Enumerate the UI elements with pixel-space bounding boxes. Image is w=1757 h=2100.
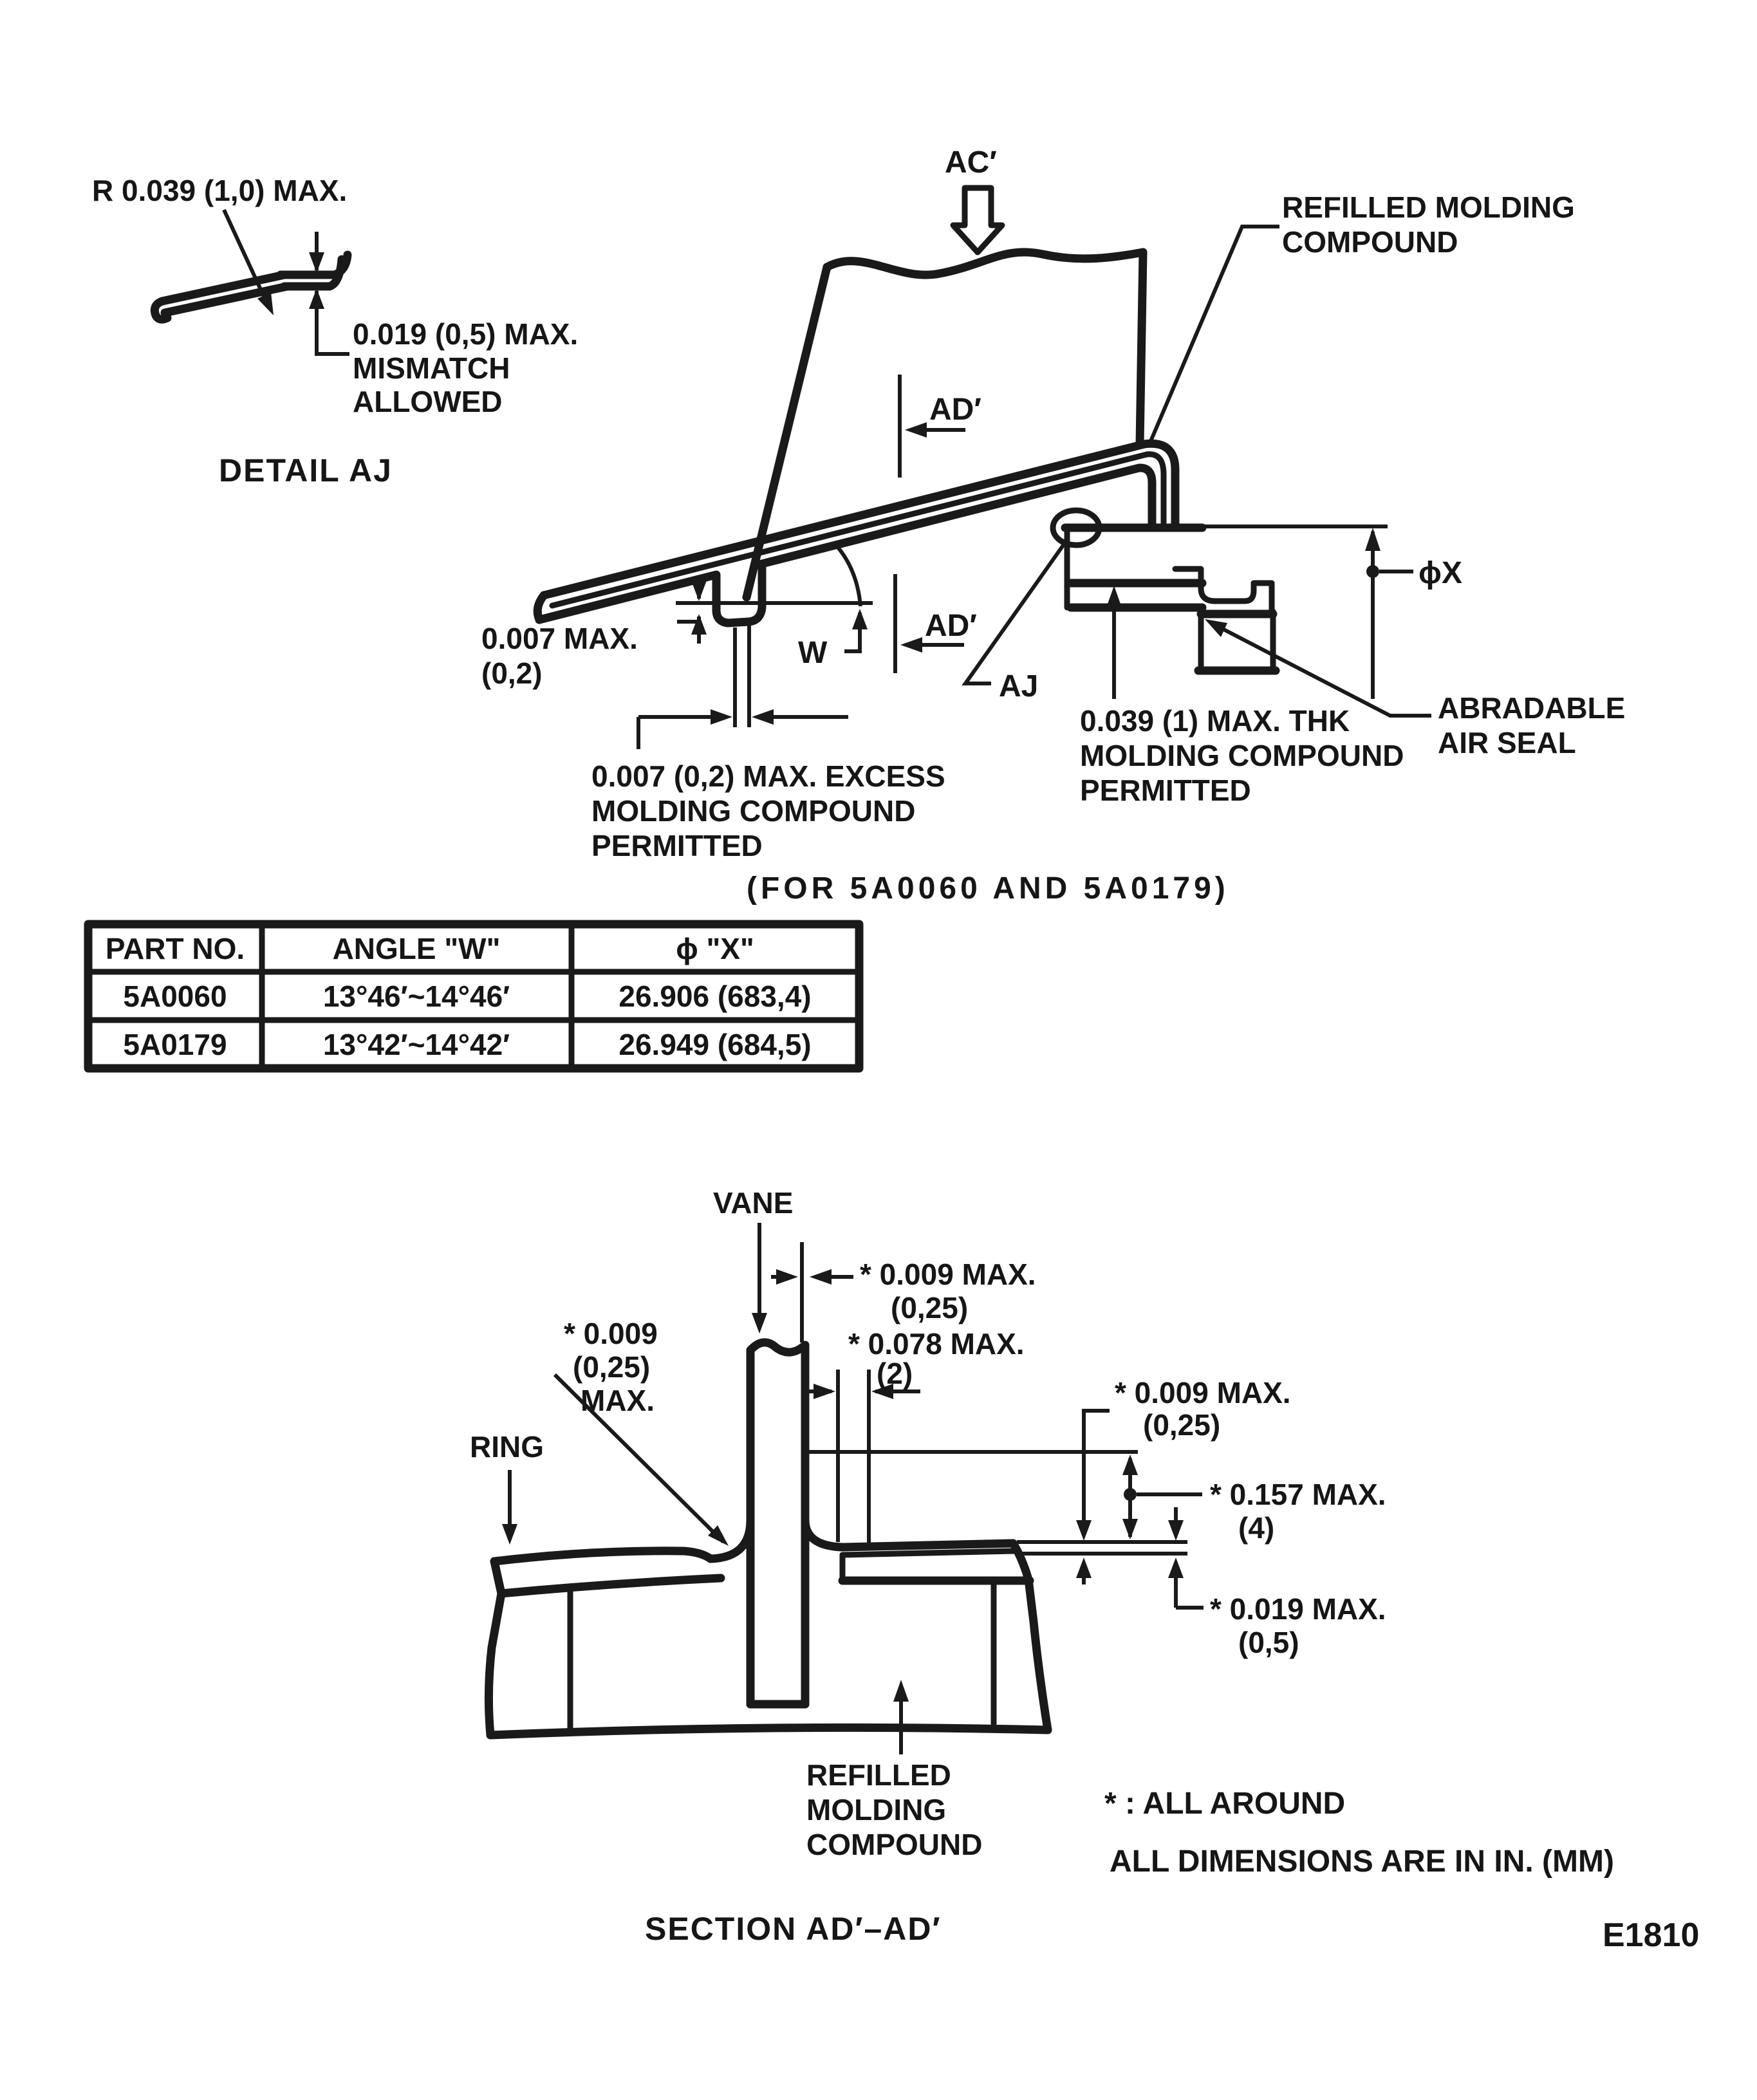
step-up-arrowhead bbox=[1168, 1557, 1184, 1578]
lip-upper-arrowhead bbox=[691, 581, 707, 601]
cell-angle-2: 13°42′~14°42′ bbox=[322, 1028, 510, 1061]
all-around-note: * : ALL AROUND bbox=[1104, 1787, 1346, 1821]
dia-leader-dot bbox=[1366, 565, 1379, 578]
excess-note-line3: PERMITTED bbox=[591, 829, 763, 862]
part-table bbox=[88, 924, 859, 1068]
gap-note-line1: 0.007 MAX. bbox=[481, 622, 638, 655]
right-gap-note-line2: (0,25) bbox=[1143, 1408, 1221, 1442]
vane-arrowhead bbox=[752, 1313, 767, 1333]
top-gap-arrowhead-left bbox=[776, 1269, 798, 1285]
excess-arrowhead-right bbox=[752, 709, 774, 725]
right-gap-bracket bbox=[1084, 1411, 1110, 1536]
ring-left-broken-edge bbox=[488, 1594, 501, 1735]
cell-part-no-2: 5A0179 bbox=[123, 1028, 227, 1061]
step-note-line1: * 0.019 MAX. bbox=[1210, 1592, 1386, 1626]
refilled-leader bbox=[1149, 227, 1279, 444]
detail-aj-ref-label: AJ bbox=[999, 669, 1039, 703]
detail-aj-title: DETAIL AJ bbox=[219, 452, 393, 488]
refilled-label-line1: REFILLED bbox=[806, 1758, 951, 1792]
table-header-dia-x: ϕ "X" bbox=[676, 932, 754, 965]
dia-label: ϕX bbox=[1418, 556, 1462, 590]
section-label-top: AD′ bbox=[929, 393, 981, 427]
refilled-label-line2: COMPOUND bbox=[1282, 225, 1458, 259]
width-arrowhead-left bbox=[813, 1384, 835, 1399]
seal-label-line1: ABRADABLE bbox=[1438, 691, 1626, 725]
cell-dia-2: 26.949 (684,5) bbox=[618, 1028, 812, 1061]
gap-note-line2: (0,2) bbox=[481, 656, 543, 690]
section-title: SECTION AD′–AD′ bbox=[645, 1911, 942, 1947]
ring-left-end-face bbox=[494, 1561, 501, 1594]
excess-arrowhead-left bbox=[711, 709, 732, 725]
depth-down-arrowhead bbox=[1122, 1519, 1138, 1539]
depth-leader-dot bbox=[1124, 1488, 1137, 1501]
vane-broken-top bbox=[750, 1343, 805, 1352]
cell-dia-1: 26.906 (683,4) bbox=[618, 980, 812, 1013]
ring-right-broken-edge bbox=[1028, 1579, 1048, 1730]
surface-extension-lines bbox=[1017, 1542, 1187, 1554]
refilled-label-line2: MOLDING bbox=[806, 1793, 947, 1826]
excess-note-line1: 0.007 (0,2) MAX. EXCESS bbox=[591, 759, 945, 793]
band-outer-top-edge bbox=[544, 443, 1175, 595]
left-fillet-note-line1: * 0.009 bbox=[564, 1317, 658, 1350]
figure-code: E1810 bbox=[1603, 1917, 1700, 1954]
detail-aj-view bbox=[92, 174, 578, 488]
molding-pad-chamfer bbox=[1013, 1543, 1028, 1579]
top-gap-note-line1: * 0.009 MAX. bbox=[860, 1258, 1036, 1291]
depth-note-line2: (4) bbox=[1238, 1511, 1275, 1545]
main-assembly-view bbox=[481, 145, 1625, 906]
left-fillet-note-line3: MAX. bbox=[581, 1384, 655, 1417]
thk-note-line2: MOLDING COMPOUND bbox=[1080, 739, 1404, 772]
ring-right-surface-line bbox=[842, 1551, 1014, 1555]
refilled-label-line3: COMPOUND bbox=[806, 1828, 983, 1861]
table-row bbox=[123, 980, 811, 1013]
width-note-line2: (2) bbox=[877, 1357, 913, 1390]
thk-note-line3: PERMITTED bbox=[1080, 774, 1251, 807]
mismatch-note-line3: ALLOWED bbox=[353, 385, 503, 418]
step-note-line2: (0,5) bbox=[1238, 1626, 1299, 1659]
excess-note-line2: MOLDING COMPOUND bbox=[591, 794, 916, 828]
mismatch-note-line2: MISMATCH bbox=[353, 351, 510, 385]
top-gap-arrowhead-right bbox=[810, 1269, 832, 1285]
refilled-arrowhead bbox=[893, 1680, 909, 1702]
radius-note: R 0.039 (1,0) MAX. bbox=[92, 174, 348, 207]
right-gap-up-arrowhead bbox=[1076, 1557, 1092, 1578]
mismatch-lower-arrowhead bbox=[309, 288, 324, 309]
top-gap-note-line2: (0,25) bbox=[891, 1291, 969, 1324]
dia-arrowhead bbox=[1365, 528, 1380, 551]
mismatch-leader-elbow bbox=[317, 348, 349, 354]
cell-part-no-1: 5A0060 bbox=[123, 980, 227, 1013]
ring-label: RING bbox=[470, 1430, 544, 1463]
thk-note-line1: 0.039 (1) MAX. THK bbox=[1080, 704, 1350, 738]
angle-label: W bbox=[798, 636, 828, 670]
section-label-bottom: AD′ bbox=[925, 609, 977, 643]
step-down-arrowhead bbox=[1168, 1520, 1184, 1541]
table-row bbox=[123, 1028, 811, 1061]
vane-label: VANE bbox=[713, 1186, 794, 1220]
width-extension-lines bbox=[838, 1370, 869, 1546]
angle-arrowhead bbox=[852, 609, 868, 629]
applicability-note: (FOR 5A0060 AND 5A0179) bbox=[747, 871, 1229, 906]
section-arrowhead-top bbox=[905, 422, 927, 438]
depth-note-line1: * 0.157 MAX. bbox=[1210, 1478, 1386, 1511]
seal-leader-arrowhead bbox=[1205, 619, 1227, 637]
thk-arrowhead bbox=[1106, 586, 1122, 608]
angle-arc bbox=[835, 544, 860, 606]
width-note-line1: * 0.078 MAX. bbox=[848, 1327, 1025, 1361]
left-fillet-note-line2: (0,25) bbox=[573, 1350, 651, 1384]
flow-direction-arrow-icon bbox=[953, 188, 1002, 252]
right-gap-note-line1: * 0.009 MAX. bbox=[1115, 1376, 1291, 1409]
table-header-angle-w: ANGLE "W" bbox=[332, 932, 501, 965]
refilled-label-line1: REFILLED MOLDING bbox=[1282, 190, 1575, 224]
ring-left-flange-bottom bbox=[501, 1578, 721, 1594]
ring-bottom-broken-edge bbox=[490, 1727, 1048, 1735]
vane-broken-top-edge bbox=[827, 252, 1143, 275]
ring-left-top-surface bbox=[494, 1551, 711, 1561]
section-arrowhead-bottom bbox=[900, 637, 922, 653]
units-note: ALL DIMENSIONS ARE IN IN. (MM) bbox=[1110, 1844, 1614, 1879]
vane-right-edge bbox=[1140, 252, 1143, 444]
right-gap-down-arrowhead bbox=[1076, 1520, 1092, 1541]
mismatch-upper-arrowhead bbox=[309, 252, 324, 273]
mismatch-note-line1: 0.019 (0,5) MAX. bbox=[353, 317, 579, 351]
footer-notes bbox=[1104, 1787, 1699, 1954]
seal-label-line2: AIR SEAL bbox=[1438, 726, 1576, 759]
cell-angle-1: 13°46′~14°46′ bbox=[322, 980, 510, 1013]
lip-lower-arrowhead bbox=[691, 614, 707, 635]
detail-aj-leader bbox=[965, 543, 1065, 683]
flow-label: AC′ bbox=[945, 145, 997, 180]
ring-arrowhead bbox=[502, 1524, 517, 1545]
depth-up-arrowhead bbox=[1122, 1454, 1138, 1475]
table-header-part-no: PART NO. bbox=[105, 932, 245, 965]
section-view bbox=[470, 1186, 1386, 1947]
